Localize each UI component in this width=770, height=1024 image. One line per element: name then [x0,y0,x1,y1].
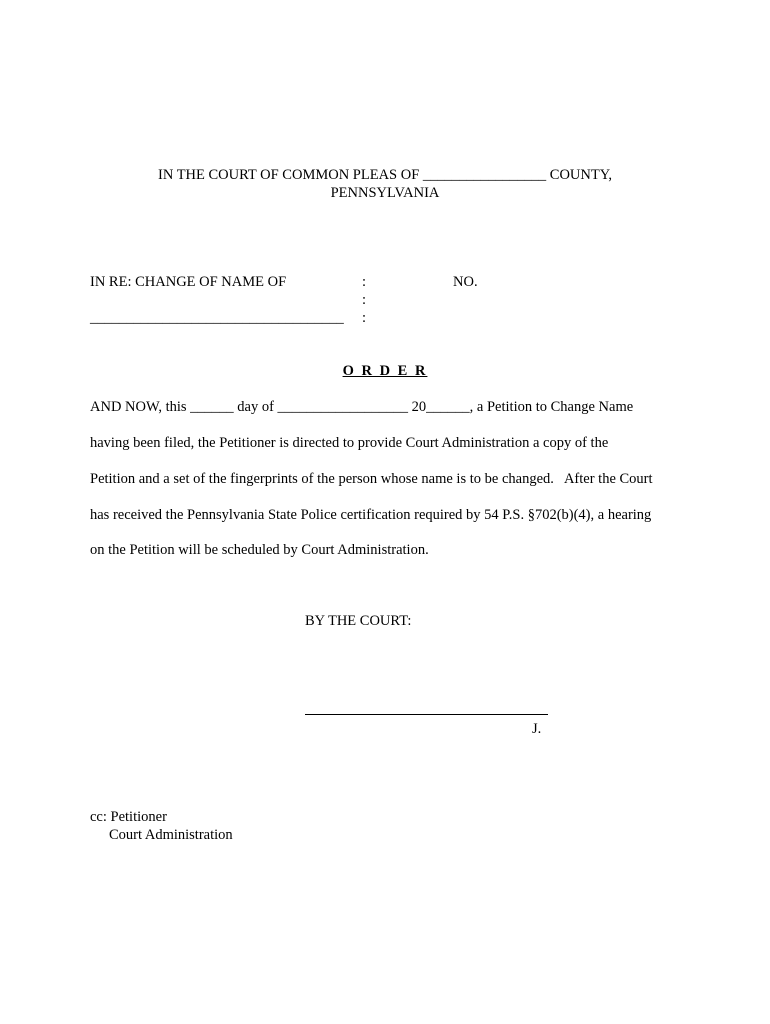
order-body-line-3: Petition and a set of the fingerprints of the person whose name is to be changed. After the Court [90,471,653,487]
cc-petitioner: cc: Petitioner [90,809,167,825]
order-body-line-1: AND NOW, this ______ day of __________________ 20______, a Petition to Change Name [90,399,634,415]
order-body-line-5: on the Petition will be scheduled by Court Administration. [90,542,429,558]
caption-colon-3: : [362,310,367,326]
caption-name-blank: ___________________________________ [90,310,344,326]
caption-number-label: NO. [453,274,478,290]
by-the-court-label: BY THE COURT: [305,613,412,629]
caption-colon-2: : [362,292,367,308]
order-title: O R D E R [342,363,428,379]
judge-signature-line [305,714,548,715]
cc-court-administration: Court Administration [109,827,233,843]
order-body-line-4: has received the Pennsylvania State Police certification required by 54 P.S. §702(b)(4), a hearing [90,507,652,523]
court-heading-line-1: IN THE COURT OF COMMON PLEAS OF _________________ COUNTY, [158,167,612,183]
caption-colon-1: : [362,274,367,290]
order-body-line-2: having been filed, the Petitioner is directed to provide Court Administration a copy of the [90,435,609,451]
judge-suffix: J. [532,721,542,737]
caption-in-re: IN RE: CHANGE OF NAME OF [90,274,287,290]
court-heading-line-2: PENNSYLVANIA [330,185,440,201]
